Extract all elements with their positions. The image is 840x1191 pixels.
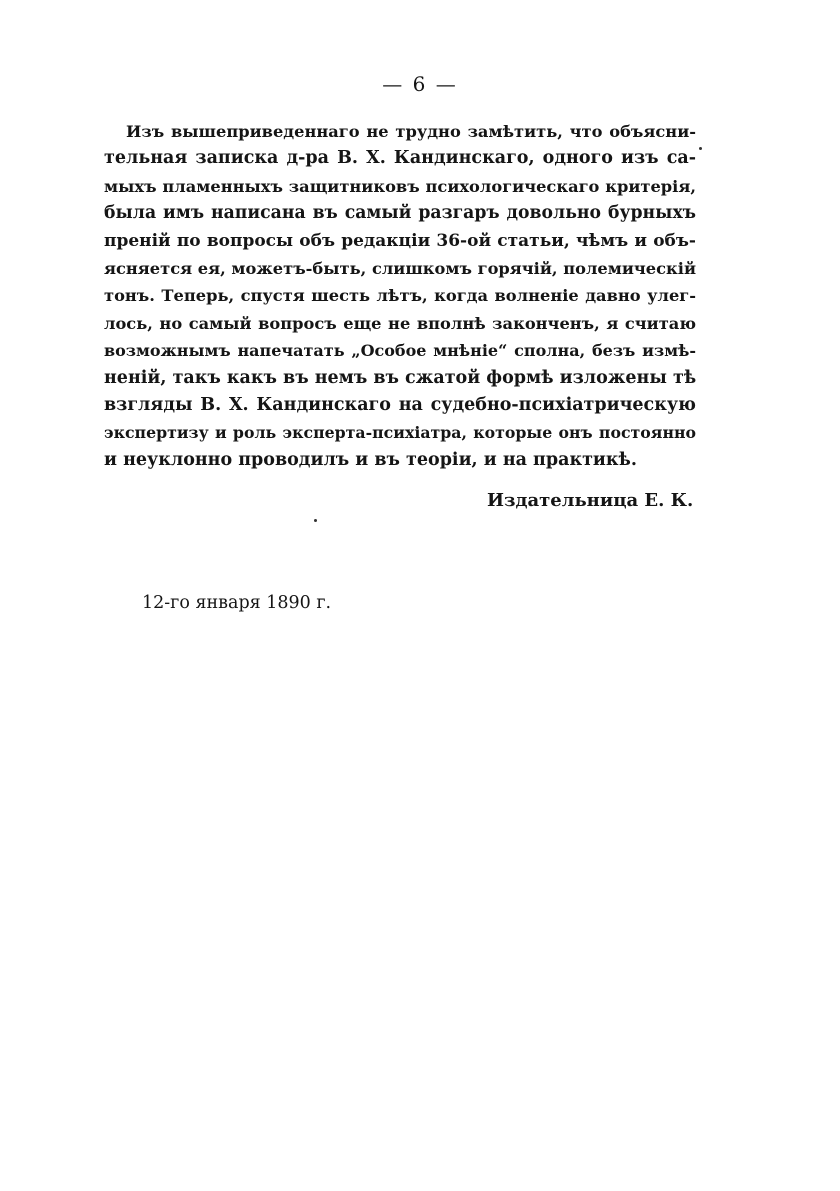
text-line: взгляды В. Х. Кандинскаго на судебно-психіатрическую xyxy=(104,395,696,416)
text-line: тонъ. Теперь, спустя шесть лѣтъ, когда волненіе давно улег- xyxy=(104,286,696,306)
text-line: лось, но самый вопросъ еще не вполнѣ законченъ, я считаю xyxy=(104,313,696,333)
page-number: — 6 — xyxy=(382,72,458,96)
body-paragraph xyxy=(104,118,696,474)
publisher-signature: Издательница Е. К. xyxy=(487,490,694,511)
date-line: 12-го января 1890 г. xyxy=(142,593,332,613)
text-line: мыхъ пламенныхъ защитниковъ психологическаго критерія, xyxy=(104,176,696,196)
text-line: Изъ вышеприведеннаго не трудно замѣтить, что объясни- xyxy=(126,122,696,141)
text-line: тельная записка д-ра В. Х. Кандинскаго, одного изъ са- xyxy=(104,148,696,169)
text-line: и неуклонно проводилъ и въ теоріи, и на практикѣ. xyxy=(104,449,637,470)
ink-speck xyxy=(314,519,317,522)
text-line: была имъ написана въ самый разгаръ довольно бурныхъ xyxy=(104,203,696,224)
text-line: неній, такъ какъ въ немъ въ сжатой формѣ изложены тѣ xyxy=(104,367,697,388)
ink-speck xyxy=(699,147,702,150)
text-line: экспертизу и роль эксперта-психіатра, которые онъ постоянно xyxy=(104,423,696,443)
text-line: ясняется ея, можетъ-быть, слишкомъ горячій, полемическій xyxy=(104,259,697,279)
text-line: преній по вопросы объ редакціи 36-ой статьи, чѣмъ и объ- xyxy=(104,230,696,251)
text-line: возможнымъ напечатать „Особое мнѣніе“ сполна, безъ измѣ- xyxy=(104,341,696,361)
